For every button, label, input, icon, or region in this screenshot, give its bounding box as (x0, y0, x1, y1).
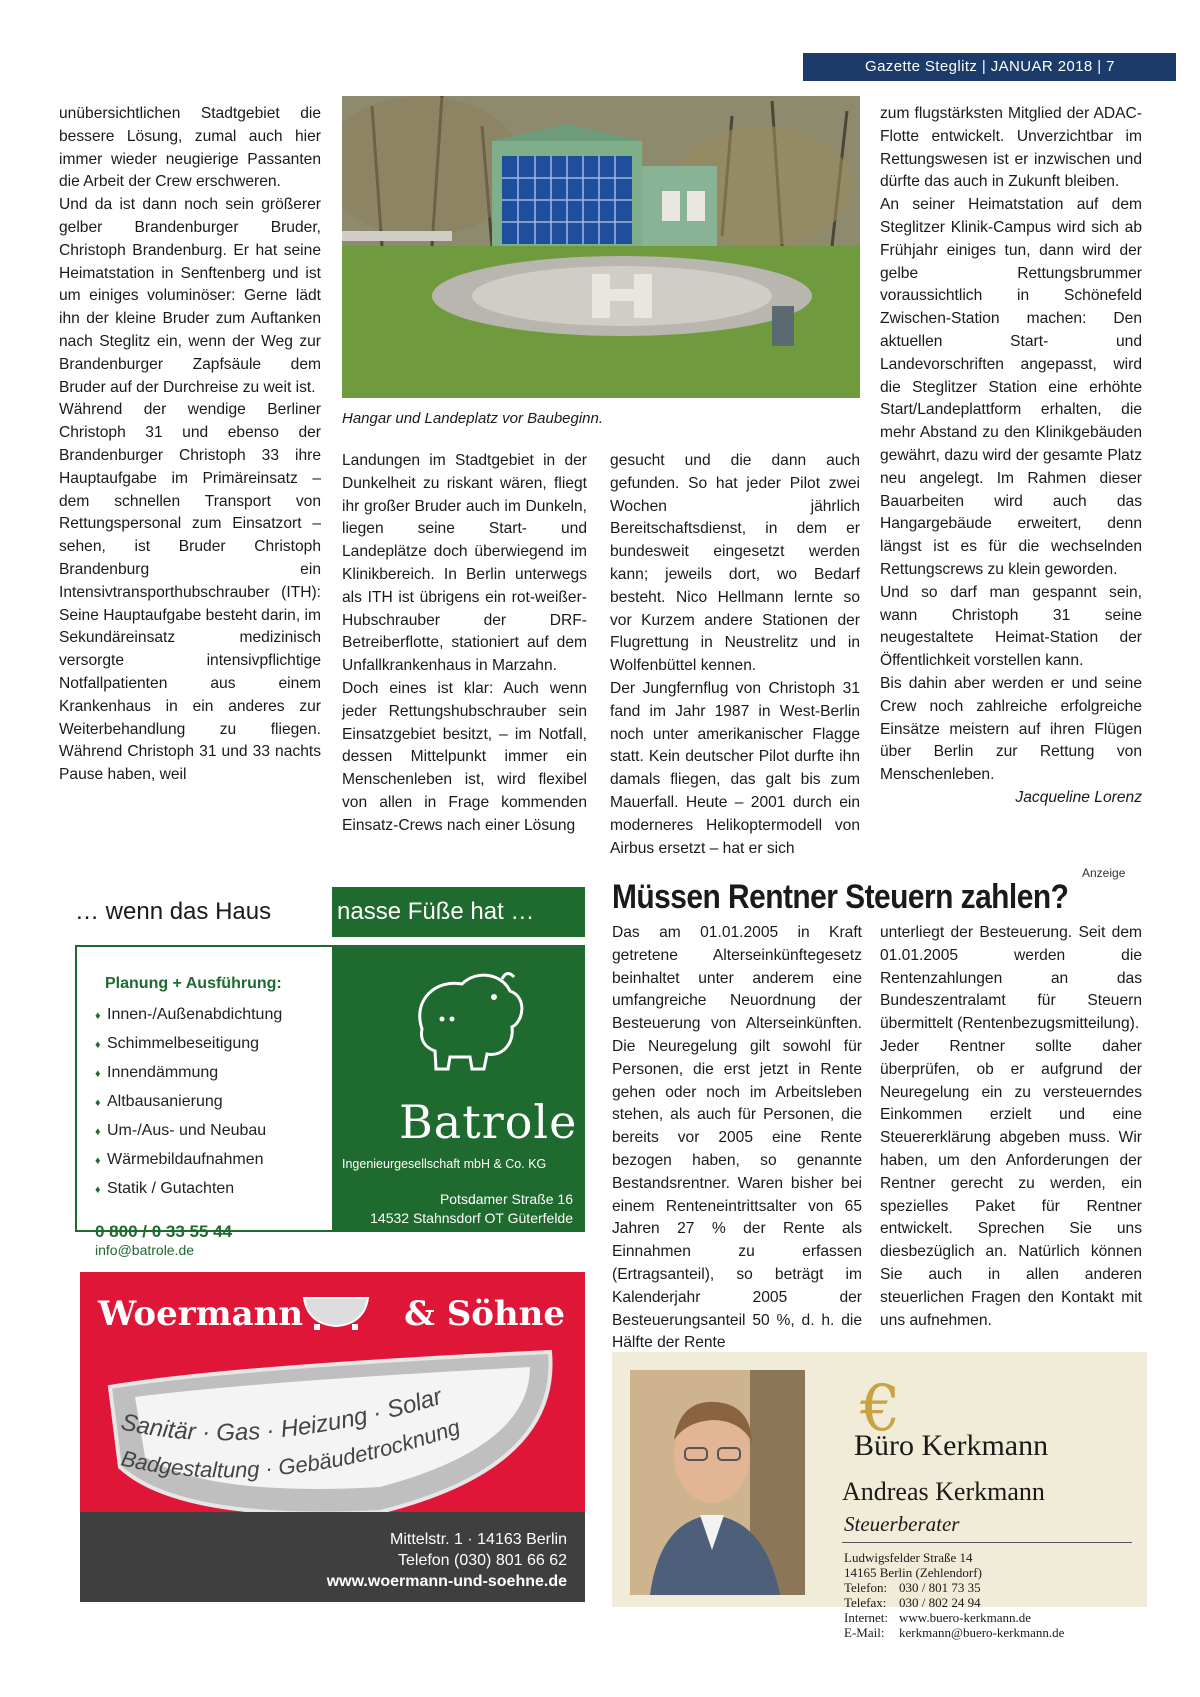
woermann-contact: Mittelstr. 1 · 14163 Berlin Telefon (030) 801 66 62 www.woermann-und-soehne.de (326, 1531, 567, 1590)
batrole-services-list (95, 1001, 332, 1204)
kerkmann-ad[interactable] (612, 1352, 1147, 1640)
paragraph: Und da ist dann noch sein größerer gelber Brandenburger Bruder, Christoph Brandenburg. Er hat seine Heimatstation in Senftenberg und ist um einiges voluminöser: Gerne lädt ihn der kleine Bruder zum Auftanken nach Steglitz ein, wenn der Weg zur Brandenburger Zapfsäule dem Bruder auf der Durchreise zu weit ist. (59, 196, 321, 396)
batrole-brand-panel (332, 945, 585, 1264)
euro-icon: € (860, 1372, 901, 1446)
paragraph: An seiner Heimatstation auf dem Steglitzer Klinik-Campus wird sich ab Frühjahr einiges tun, dann wird der gelbe Rettungsbrummer voraussichtlich in Schönefeld Zwischen-Station machen: Den aktuellen Start- und Landevorschriften angepasst, wird die Steglitzer Station eine erhöhte Start/Landeplattform erhalten, die mehr Abstand zu den Klinikgebäuden gewährt, dazu wird der gesamte Platz neu angelegt. Im Rahmen dieser Bauarbeiten wird auch das Hangargebäude erweitert, denn längst ist es für die wechselnden Rettungscrews zu klein geworden. (880, 196, 1142, 578)
paragraph: zum flugstärksten Mitglied der ADAC-Flotte entwickelt. Unverzichtbar im Rettungswesen ist er inzwischen und dürfte das auch in Zukunft bleiben. (880, 105, 1142, 191)
bullet-icon: ♦ (95, 1155, 101, 1167)
batrole-slogan-right: nasse Füße hat … (332, 887, 585, 937)
list-item: ♦ Innendämmung (95, 1059, 332, 1088)
woermann-services-top: Sanitär · Gas · Heizung · Solar (118, 1383, 446, 1447)
list-item: ♦ Wärmebildaufnahmen (95, 1146, 332, 1175)
bullet-icon: ♦ (95, 1184, 101, 1196)
bullet-icon: ♦ (95, 1097, 101, 1109)
ad-label: Anzeige (1082, 866, 1126, 880)
header-line: Gazette Steglitz | JANUAR 2018 | 7 (865, 58, 1115, 75)
kerkmann-office-name: Büro Kerkmann (854, 1429, 1049, 1462)
paragraph: Jeder Rentner sollte daher überprüfen, ob er aufgrund der Neuregelung ein zu versteuerndes Einkommen erzielt und eine Steuererklärung abgeben muss. Wir haben, um den Anforderungen der Rentner gerecht zu werden, ein spezielles Paket für Rentner entwickelt. Sprechen Sie uns diesbezüglich an. Natürlich können Sie auch in allen anderen steuerlichen Fragen den Kontakt mit uns aufnehmen. (880, 1037, 1142, 1329)
paragraph: Und so darf man gespannt sein, wann Christoph 31 seine neugestaltete Heimat-Station der Öffentlichkeit vorstellen kann. (880, 583, 1142, 670)
list-item: ♦ Innen-/Außenabdichtung (95, 1001, 332, 1030)
bathtub-graphic (80, 1347, 585, 1522)
batrole-email-link[interactable]: info@batrole.de (95, 1242, 195, 1258)
divider (842, 1542, 1132, 1543)
paragraph: gesucht und die dann auch gefunden. So hat jeder Pilot zwei Wochen jährlich Bereitschaftsdienst, in dem er bundesweit eingesetzt werden kann; jeweils dort, wo Bedarf besteht. Nico Hellmann lernte so vor Kurzem andere Stationen der Flugrettung in Neustrelitz und in Wolfenbüttel kennen. (610, 452, 860, 675)
bullet-icon: ♦ (95, 1126, 101, 1138)
woermann-logo-text: Woermann (98, 1294, 304, 1334)
paragraph: unübersichtlichen Stadtgebiet die bessere Lösung, zumal auch hier immer wieder neugierige Passanten die Arbeit der Crew erschweren. (59, 105, 321, 191)
portrait-illustration (630, 1370, 805, 1595)
paragraph: Der Jungfernflug von Christoph 31 fand im Jahr 1987 in West-Berlin noch unter amerikanischer Flagge statt. Kein deutscher Pilot durfte ihn damals fliegen, das galt bis zum Mauerfall. Heute – 2001 durch ein moderneres Helikoptermodell von Airbus ersetzt – hat er sich (610, 679, 860, 857)
paragraph: Landungen im Stadtgebiet in der Dunkelheit zu riskant wären, fliegt ihr großer Bruder auch im Dunkeln, liegen seine Start- und Landeplätze doch überwiegend im Klinikbereich. In Berlin unterwegs als ITH ist übrigens ein rot-weißer-Hubschrauber der DRF-Betreiberflotte, stationiert auf dem Unfallkrankenhaus in Marzahn. (342, 452, 587, 675)
paragraph: Doch eines ist klar: Auch wenn jeder Rettungshubschrauber sein Einsatzgebiet besitzt, – im Notfall, dessen Mittelpunkt immer ein Menschenleben ist, wird flexibel von allen in Frage kommenden Einsatz-Crews nach einer Lösung (342, 679, 587, 834)
bullet-icon: ♦ (95, 1010, 101, 1022)
list-item: ♦ Altbausanierung (95, 1088, 332, 1117)
woermann-services-bottom: Badgestaltung · Gebäudetrocknung (118, 1414, 464, 1483)
paragraph: Während der wendige Berliner Christoph 31 und ebenso der Brandenburger Christoph 33 ihre Hauptaufgabe im Primäreinsatz – dem schnellen Transport von Rettungspersonal zum Einsatzort – sehen, ist Bruder Christoph Brandenburg ein Intensivtransporthubschrauber (ITH): Seine Hauptaufgabe besteht darin, im Sekundäreinsatz medizinisch versorgte intensivpflichtige Notfallpatienten aus einem Krankenhaus in ein anderes zur Weiterbehandlung zu fliegen. Während Christoph 31 und 33 nachts Pause haben, weil (59, 401, 321, 784)
woermann-suffix: & Söhne (404, 1294, 565, 1334)
paragraph: Bis dahin aber werden er und seine Crew noch zahlreiche erfolgreiche Einsätze meistern auf ihren Flügen über Berlin zur Rettung von Menschenleben. (880, 674, 1142, 784)
batrole-services-panel (75, 945, 332, 1258)
woermann-ad[interactable] (80, 1272, 585, 1602)
article-column-3 (610, 450, 860, 860)
tax-ad-title: Müssen Rentner Steuern zahlen? (612, 878, 1069, 916)
list-item: ♦ Um-/Aus- und Neubau (95, 1117, 332, 1146)
tax-ad-column-2 (880, 922, 1142, 1332)
advisor-portrait (630, 1370, 805, 1595)
author-signature: Jacqueline Lorenz (1015, 788, 1142, 806)
bullet-icon: ♦ (95, 1068, 101, 1080)
batrole-contact: Telefon: 0 33 29/ 69 96 0-0 (406, 1248, 573, 1264)
batrole-services-heading: Planung + Ausführung: (105, 975, 282, 992)
list-item: ♦ Statik / Gutachten (95, 1175, 332, 1204)
paragraph: Das am 01.01.2005 in Kraft getretene Alterseinkünftegesetz beinhaltet unter anderem eine umfangreiche Neuordnung der Besteuerung von Alterseinkünften. Die Neuregelung gilt sowohl für Personen, die erst jetzt in Rente gehen oder noch im Arbeitsleben stehen, als auch für Personen, die bereits vor 2005 eine Rente bezogen haben, so genannte Bestandsrentner. Waren bisher bei einem Renteneintrittsalter von 65 Jahren 27 % der Rente als Einnahmen zu erfassen (Ertragsanteil), so beträgt im Kalenderjahr 2005 der Besteuerungsanteil 50 %, d. h. die Hälfte der Rente (612, 924, 862, 1352)
page-header (803, 53, 1176, 81)
batrole-logo-text: Batrole (399, 1095, 578, 1149)
batrole-hotline[interactable]: 0 800 / 0 33 55 44 (95, 1222, 233, 1241)
batrole-company-type: Ingenieurgesellschaft mbH & Co. KG (342, 1157, 547, 1171)
advisor-name: Andreas Kerkmann (842, 1477, 1045, 1506)
advisor-title: Steuerberater (844, 1512, 960, 1536)
paragraph: unterliegt der Besteuerung. Seit dem 01.01.2005 werden die Rentenzahlungen an das Bundeszentralamt für Steuern übermittelt (Rentenbezugsmitteilung). (880, 924, 1142, 1033)
photo-caption: Hangar und Landeplatz vor Baubeginn. (342, 410, 604, 427)
woermann-footer (80, 1512, 585, 1602)
batrole-ad[interactable] (75, 887, 585, 1264)
article-column-4 (880, 103, 1142, 810)
hangar-illustration (342, 96, 860, 398)
kerkmann-contact: Ludwigsfelder Straße 14 14165 Berlin (Zehlendorf) Telefon: 030 / 801 73 35 Telefax: 030 / 802 24 94 Internet: www.buero-kerkmann.de E-Mail: kerkmann@buero-kerkmann.de (844, 1550, 1065, 1640)
list-item: ♦ Schimmelbeseitigung (95, 1030, 332, 1059)
bathtub-icon (302, 1290, 370, 1332)
article-column-1 (59, 103, 321, 787)
batrole-address: Potsdamer Straße 16 14532 Stahnsdorf OT Güterfelde (370, 1191, 573, 1226)
kerkmann-website-link[interactable]: www.buero-kerkmann.de (899, 1610, 1031, 1625)
kerkmann-email-link[interactable]: kerkmann@buero-kerkmann.de (899, 1625, 1065, 1640)
hangar-photo (342, 96, 860, 398)
bullet-icon: ♦ (95, 1039, 101, 1051)
batrole-slogan-left: … wenn das Haus (75, 898, 272, 925)
hippo-icon (402, 959, 532, 1079)
woermann-website-link[interactable]: www.woermann-und-soehne.de (326, 1573, 567, 1590)
tax-ad-column-1 (612, 922, 862, 1355)
article-column-2 (342, 450, 587, 838)
